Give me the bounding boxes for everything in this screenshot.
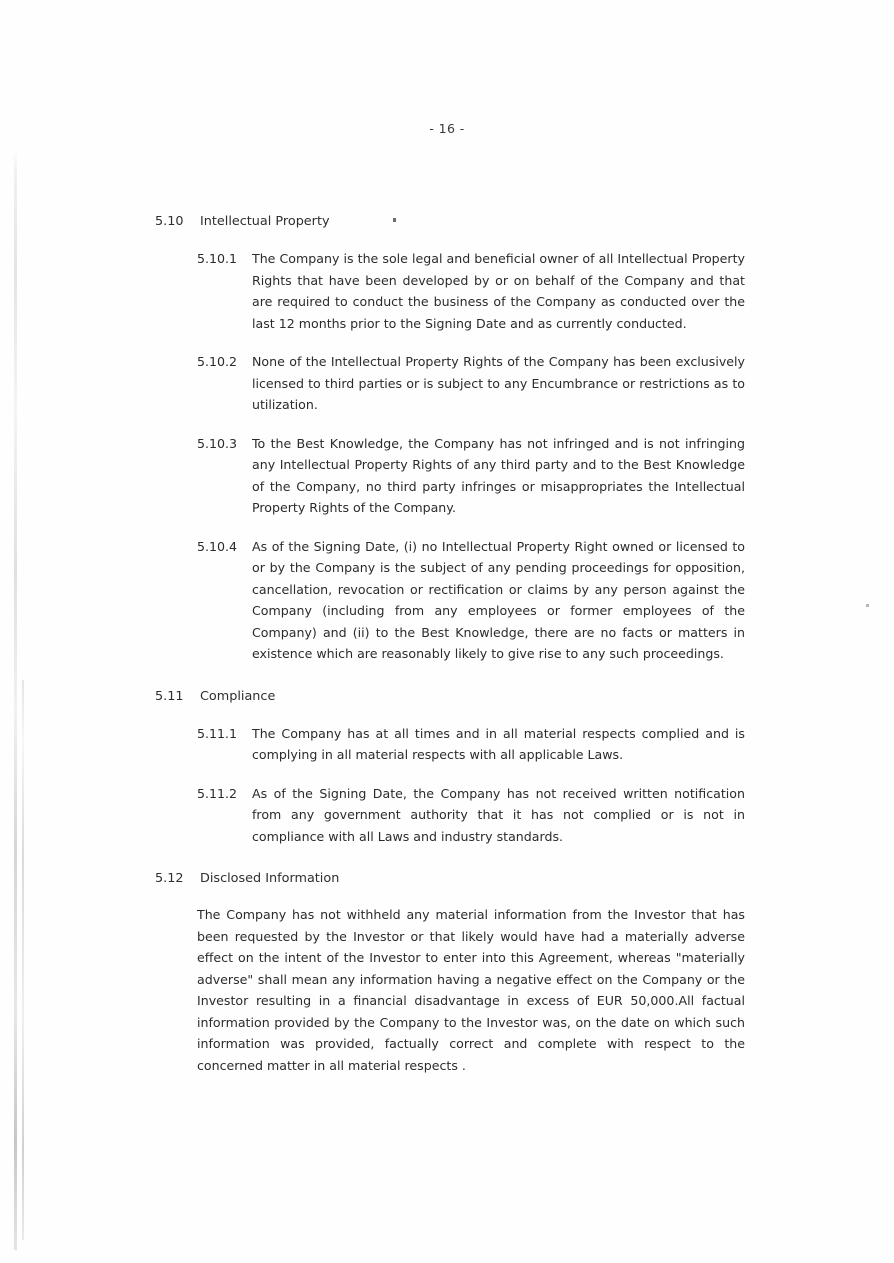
subclause-text: The Company is the sole legal and beneficial owner of all Intellectual Property Rights that have been developed by or on behalf of the Company and that are required to conduct the business of the Company as conducted over the last 12 months prior to the Signing Date and as currently conducted. (252, 251, 745, 331)
scan-edge-artifact (14, 150, 17, 1250)
clause-number: 5.11 (155, 688, 184, 704)
subclause (197, 433, 745, 519)
subclause (197, 248, 745, 334)
subclause-text: As of the Signing Date, (i) no Intellectual Property Right owned or licensed to or by the Company is the subject of any pending proceedings for opposition, cancellation, revocation or rectification or claims by any person against the Company (including from any employees or former employees of the Company) and (ii) to the Best Knowledge, there are no facts or matters in existence which are reasonably likely to give rise to any such proceedings. (252, 538, 745, 661)
page-number: - 16 - (429, 121, 465, 136)
subclause (197, 783, 745, 848)
subclause-number: 5.11.2 (197, 785, 238, 801)
scan-speck (866, 604, 869, 607)
clause-heading (155, 869, 745, 888)
document-body (155, 212, 745, 1076)
subclause-number: 5.10.3 (197, 435, 238, 451)
scan-edge-artifact-secondary (22, 680, 24, 1240)
clause-title: Disclosed Information (200, 871, 340, 886)
clause-paragraph: The Company has not withheld any material information from the Investor that has been requested by the Investor or that likely would have had a materially adverse effect on the intent of the Investor to enter into this Agreement, whereas "materially adverse" shall mean any information having a negative effect on the Company or the Investor resulting in a financial disadvantage in excess of EUR 50,000.All factual information provided by the Company to the Investor was, on the date on which such information was provided, factually correct and complete with respect to the concerned matter in all material respects . (197, 907, 745, 1073)
clause-heading (155, 687, 745, 706)
subclause (197, 536, 745, 665)
subclause-text: The Company has at all times and in all material respects complied and is complying in all material respects with all applicable Laws. (252, 725, 745, 762)
clause-title: Compliance (200, 688, 276, 704)
subclause (197, 351, 745, 416)
subclause-group (155, 723, 745, 848)
subclause-number: 5.10.2 (197, 354, 238, 369)
subclause-number: 5.10.4 (197, 538, 238, 554)
subclause-text: To the Best Knowledge, the Company has not infringed and is not infringing any Intellectual Property Rights of any third party and to the Best Knowledge of the Company, no third party infringes or misappropriates the Intellectual Property Rights of the Company. (252, 435, 745, 515)
subclause-group (155, 248, 745, 665)
clause-title: Intellectual Property (200, 214, 330, 229)
subclause (197, 723, 745, 766)
subclause-text: As of the Signing Date, the Company has not received written notification from any government authority that it has not complied or is not in compliance with all Laws and industry standards. (252, 785, 745, 844)
clause-number: 5.12 (155, 871, 184, 886)
subclause-text: None of the Intellectual Property Rights of the Company has been exclusively licensed to third parties or is subject to any Encumbrance or restrictions as to utilization. (252, 354, 745, 412)
clause-number: 5.10 (155, 214, 184, 229)
subclause-number: 5.11.1 (197, 725, 238, 741)
subclause-number: 5.10.1 (197, 251, 238, 266)
clause-heading (155, 212, 745, 231)
